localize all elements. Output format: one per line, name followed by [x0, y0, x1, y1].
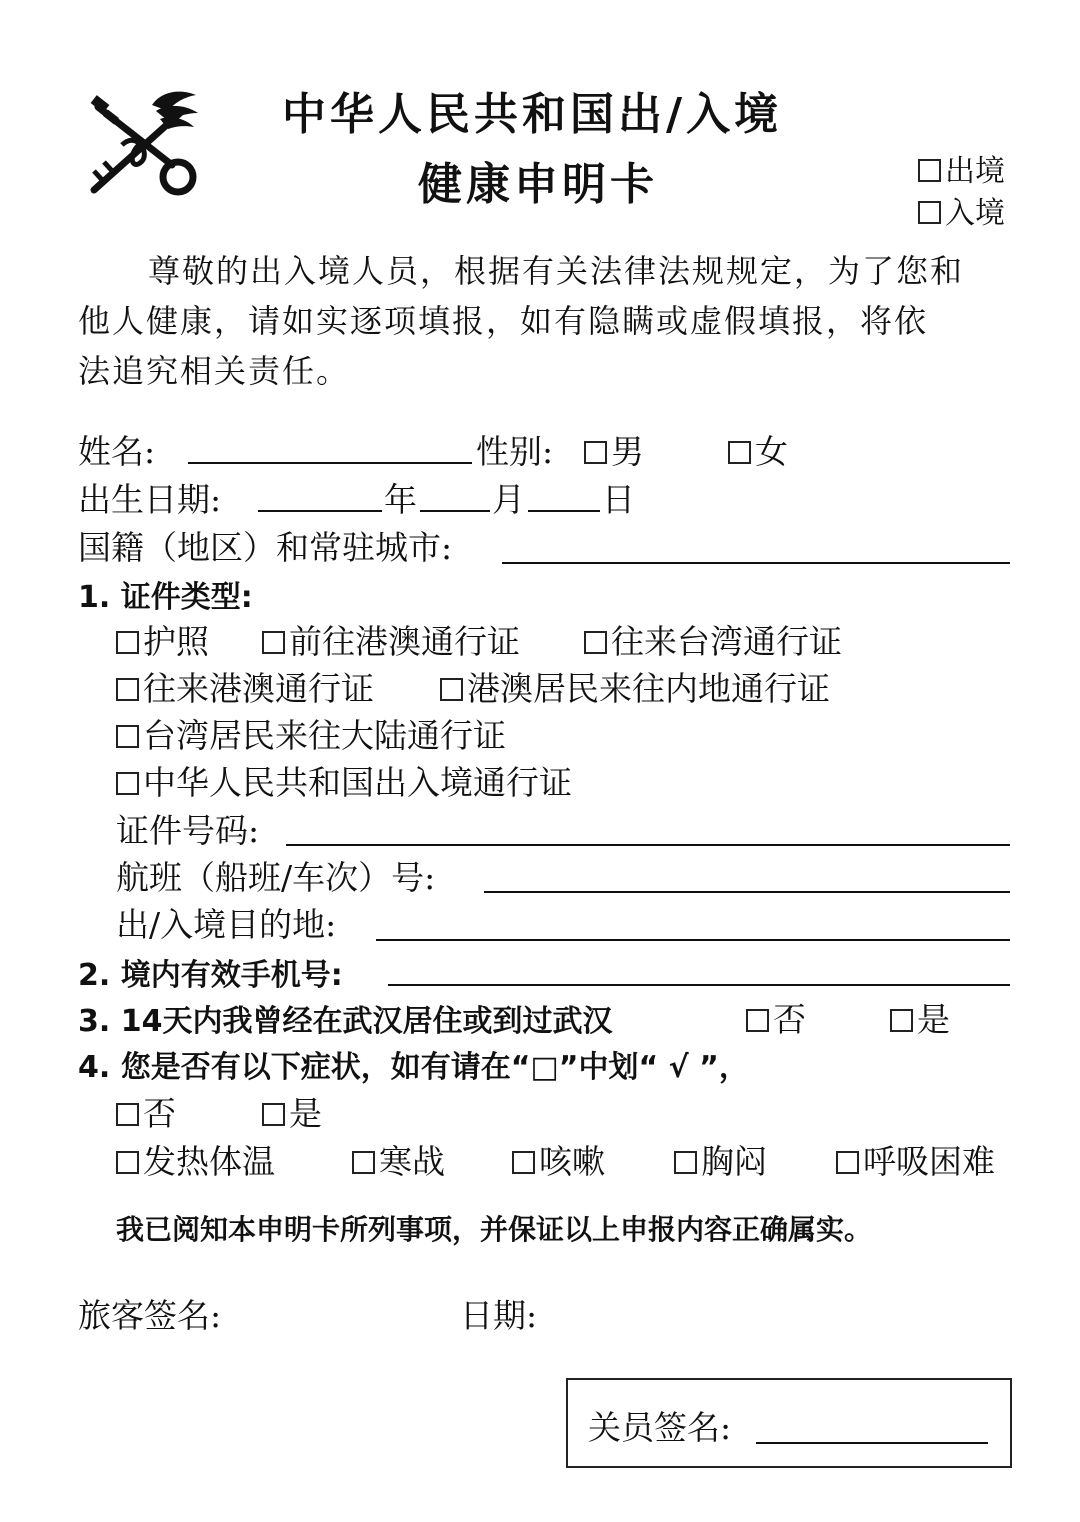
- symptom-label: 寒战: [379, 1142, 445, 1181]
- q4-symptoms-label: 4. 您是否有以下症状，如有请在“□”中划“ √ ”，: [78, 1050, 749, 1085]
- intro-line2: 他人健康，请如实逐项填报，如有隐瞒或虚假填报，将依: [78, 302, 929, 340]
- q3-yes-option[interactable]: [890, 994, 950, 1041]
- traveler-signature-label: 旅客签名:: [78, 1296, 222, 1335]
- phone-field[interactable]: [388, 984, 1010, 986]
- entry-option[interactable]: [918, 188, 1005, 232]
- birth-day-field[interactable]: [528, 510, 600, 512]
- doc-checkbox[interactable]: [116, 772, 139, 795]
- destination-label: 出/入境目的地:: [116, 905, 337, 944]
- symptom-fever[interactable]: [116, 1136, 275, 1183]
- doc-option-hk-macao-permit[interactable]: [262, 616, 520, 663]
- nationality-field[interactable]: [502, 562, 1010, 564]
- birth-year-field[interactable]: [258, 510, 382, 512]
- date-label: 日期:: [460, 1296, 538, 1335]
- month-label: 月: [492, 480, 525, 519]
- flight-number-field[interactable]: [484, 891, 1010, 893]
- doc-option-label: 护照: [143, 622, 209, 661]
- name-field[interactable]: [188, 462, 472, 464]
- q3-no-option[interactable]: [746, 994, 806, 1041]
- entry-label: 入境: [945, 196, 1005, 231]
- doc-option-label: 往来港澳通行证: [143, 669, 374, 708]
- female-checkbox[interactable]: [728, 441, 751, 464]
- birth-date-label: 出生日期:: [78, 480, 222, 519]
- symptom-label: 呼吸困难: [863, 1142, 995, 1181]
- intro-line1: 尊敬的出入境人员，根据有关法律法规规定，为了您和: [148, 252, 965, 290]
- declaration-text: 我已阅知本申明卡所列事项，并保证以上申报内容正确属实。: [116, 1213, 873, 1246]
- exit-option[interactable]: [918, 146, 1005, 190]
- q3-wuhan-label: 3. 14天内我曾经在武汉居住或到过武汉: [78, 1004, 613, 1039]
- male-label: 男: [611, 432, 644, 471]
- symptom-checkbox[interactable]: [352, 1151, 375, 1174]
- intro-line3: 法追究相关责任。: [78, 352, 351, 390]
- q1-doc-type-label: 1. 证件类型:: [78, 580, 253, 615]
- symptom-breathing-difficulty[interactable]: [836, 1136, 995, 1183]
- name-label: 姓名:: [78, 432, 156, 471]
- symptom-checkbox[interactable]: [116, 1151, 139, 1174]
- form-title-line2: 健康申明卡: [418, 159, 658, 210]
- female-label: 女: [755, 432, 788, 471]
- doc-option-label: 港澳居民来往内地通行证: [467, 669, 830, 708]
- male-checkbox[interactable]: [584, 441, 607, 464]
- doc-option-passport[interactable]: [116, 616, 209, 663]
- gender-male-option[interactable]: [584, 426, 644, 473]
- doc-option-taiwan-permit[interactable]: [584, 616, 842, 663]
- exit-checkbox[interactable]: [918, 159, 941, 182]
- q4-yes-label: 是: [289, 1094, 322, 1133]
- q4-no-option[interactable]: [116, 1088, 176, 1135]
- year-label: 年: [384, 480, 417, 519]
- q4-yes-option[interactable]: [262, 1088, 322, 1135]
- doc-number-label: 证件号码:: [116, 811, 260, 850]
- doc-option-prc-entry-exit[interactable]: [116, 757, 572, 804]
- doc-checkbox[interactable]: [440, 678, 463, 701]
- doc-option-taiwan-resident[interactable]: [116, 710, 506, 757]
- symptom-checkbox[interactable]: [836, 1151, 859, 1174]
- doc-checkbox[interactable]: [116, 631, 139, 654]
- doc-checkbox[interactable]: [116, 678, 139, 701]
- q3-no-checkbox[interactable]: [746, 1009, 769, 1032]
- symptom-chest-tightness[interactable]: [674, 1136, 767, 1183]
- doc-option-hk-macao-travel[interactable]: [116, 663, 374, 710]
- q3-no-label: 否: [773, 1000, 806, 1039]
- doc-checkbox[interactable]: [584, 631, 607, 654]
- nationality-label: 国籍（地区）和常驻城市:: [78, 528, 453, 567]
- day-label: 日: [602, 480, 635, 519]
- doc-option-label: 台湾居民来往大陆通行证: [143, 716, 506, 755]
- symptom-label: 发热体温: [143, 1142, 275, 1181]
- doc-option-label: 前往港澳通行证: [289, 622, 520, 661]
- symptom-label: 胸闷: [701, 1142, 767, 1181]
- doc-number-field[interactable]: [286, 844, 1010, 846]
- customs-emblem-icon: [82, 85, 202, 200]
- destination-field[interactable]: [376, 939, 1010, 941]
- officer-signature-field[interactable]: [756, 1442, 988, 1444]
- doc-checkbox[interactable]: [262, 631, 285, 654]
- symptom-chills[interactable]: [352, 1136, 445, 1183]
- exit-label: 出境: [945, 154, 1005, 189]
- symptom-checkbox[interactable]: [674, 1151, 697, 1174]
- form-title-line1: 中华人民共和国出/入境: [282, 89, 783, 140]
- symptom-label: 咳嗽: [539, 1142, 605, 1181]
- q3-yes-label: 是: [917, 1000, 950, 1039]
- officer-signature-label: 关员签名:: [588, 1408, 732, 1447]
- q2-phone-label: 2. 境内有效手机号:: [78, 958, 343, 993]
- gender-female-option[interactable]: [728, 426, 788, 473]
- birth-month-field[interactable]: [420, 510, 490, 512]
- doc-option-label: 中华人民共和国出入境通行证: [143, 763, 572, 802]
- gender-label: 性别:: [476, 432, 554, 471]
- symptom-checkbox[interactable]: [512, 1151, 535, 1174]
- q4-no-checkbox[interactable]: [116, 1103, 139, 1126]
- q4-no-label: 否: [143, 1094, 176, 1133]
- doc-option-hk-macao-resident[interactable]: [440, 663, 830, 710]
- doc-option-label: 往来台湾通行证: [611, 622, 842, 661]
- q3-yes-checkbox[interactable]: [890, 1009, 913, 1032]
- entry-checkbox[interactable]: [918, 201, 941, 224]
- q4-yes-checkbox[interactable]: [262, 1103, 285, 1126]
- flight-number-label: 航班（船班/车次）号:: [116, 858, 436, 897]
- doc-checkbox[interactable]: [116, 725, 139, 748]
- symptom-cough[interactable]: [512, 1136, 605, 1183]
